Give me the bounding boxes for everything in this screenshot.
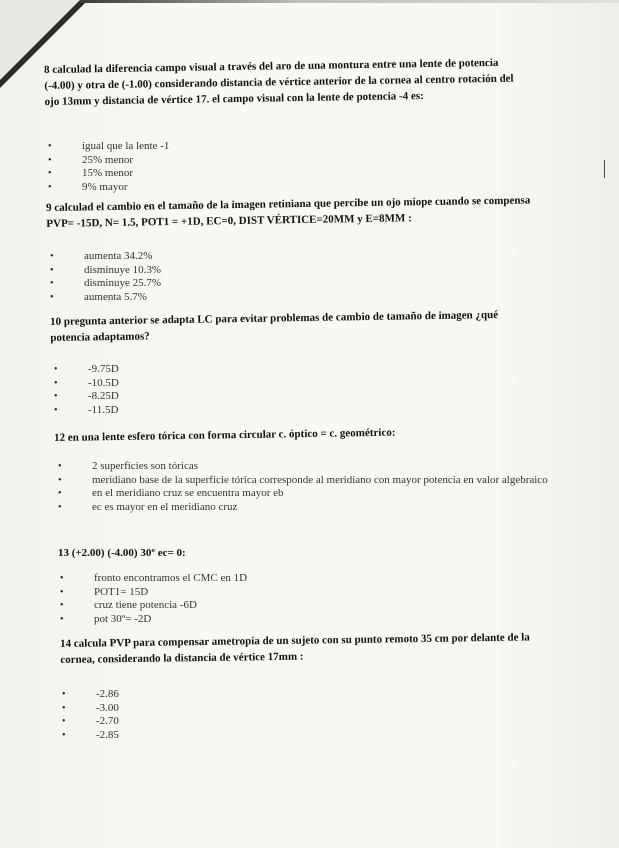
option-12a[interactable]: • 2 superficies son tóricas — [58, 460, 548, 474]
options-question-8 — [48, 140, 448, 194]
option-12c[interactable]: • en el meridiano cruz se encuentra mayor eb — [58, 487, 548, 501]
option-9c[interactable]: • disminuye 25.7% — [50, 277, 450, 291]
option-13c[interactable]: • cruz tiene potencia -6D — [60, 599, 360, 613]
option-8c[interactable]: • 15% menor — [48, 167, 448, 181]
option-12b[interactable]: • meridiano base de la superficie tórica corresponde al meridiano con mayor potencia en valor algebraico — [58, 474, 548, 488]
question-12: 12 en una lente esfero tórica con forma circular c. óptico = c. geométrico: — [54, 426, 396, 444]
options-question-14 — [62, 688, 362, 742]
option-9a[interactable]: • aumenta 34.2% — [50, 250, 450, 264]
option-14b[interactable]: • -3.00 — [62, 702, 362, 716]
options-question-10 — [54, 363, 354, 417]
option-10a[interactable]: • -9.75D — [54, 363, 354, 377]
question-13: 13 (+2.00) (-4.00) 30º ec= 0: — [58, 547, 186, 559]
options-question-9 — [50, 250, 450, 304]
option-8d[interactable]: • 9% mayor — [48, 181, 448, 195]
option-13a[interactable]: • fronto encontramos el CMC en 1D — [60, 572, 360, 586]
question-8: 8 calculad la diferencia campo visual a través del aro de una montura entre una lente de potencia (-4.00) y otra de (-1.00) considerando distancia de vértice anterior de la cornea al centro rotación del ojo 13mm y distancia de vértice 17. el campo visual con la lente de potencia -4 es: — [44, 56, 514, 108]
option-8b[interactable]: • 25% menor — [48, 154, 448, 168]
option-10c[interactable]: • -8.25D — [54, 390, 354, 404]
option-10d[interactable]: • -11.5D — [54, 404, 354, 418]
option-14a[interactable]: • -2.86 — [62, 688, 362, 702]
question-9: 9 calculad el cambio en el tamaño de la imagen retiniana que percibe un ojo miope cuando se compensa PVP= -15D, N= 1.5, POT1 = +1D, EC=0, DIST VÉRTICE=20MM y E=8MM : — [46, 194, 531, 230]
options-question-12 — [58, 460, 548, 514]
option-9b[interactable]: • disminuye 10.3% — [50, 264, 450, 278]
option-13d[interactable]: • pot 30º= -2D — [60, 613, 360, 627]
question-14: 14 calcula PVP para compensar ametropía de un sujeto con su punto remoto 35 cm por delante de la cornea, considerando la distancia de vértice 17mm : — [60, 631, 530, 666]
option-13b[interactable]: • POT1= 15D — [60, 586, 360, 600]
option-12d[interactable]: • ec es mayor en el meridiano cruz — [58, 501, 548, 515]
option-14d[interactable]: • -2.85 — [62, 729, 362, 743]
option-8a[interactable]: • igual que la lente -1 — [48, 140, 448, 154]
option-10b[interactable]: • -10.5D — [54, 377, 354, 391]
options-question-13 — [60, 572, 360, 626]
option-14c[interactable]: • -2.70 — [62, 715, 362, 729]
question-10: 10 pregunta anterior se adapta LC para evitar problemas de cambio de tamaño de imagen ¿qué potencia adaptamos? — [50, 308, 499, 344]
option-9d[interactable]: • aumenta 5.7% — [50, 291, 450, 305]
